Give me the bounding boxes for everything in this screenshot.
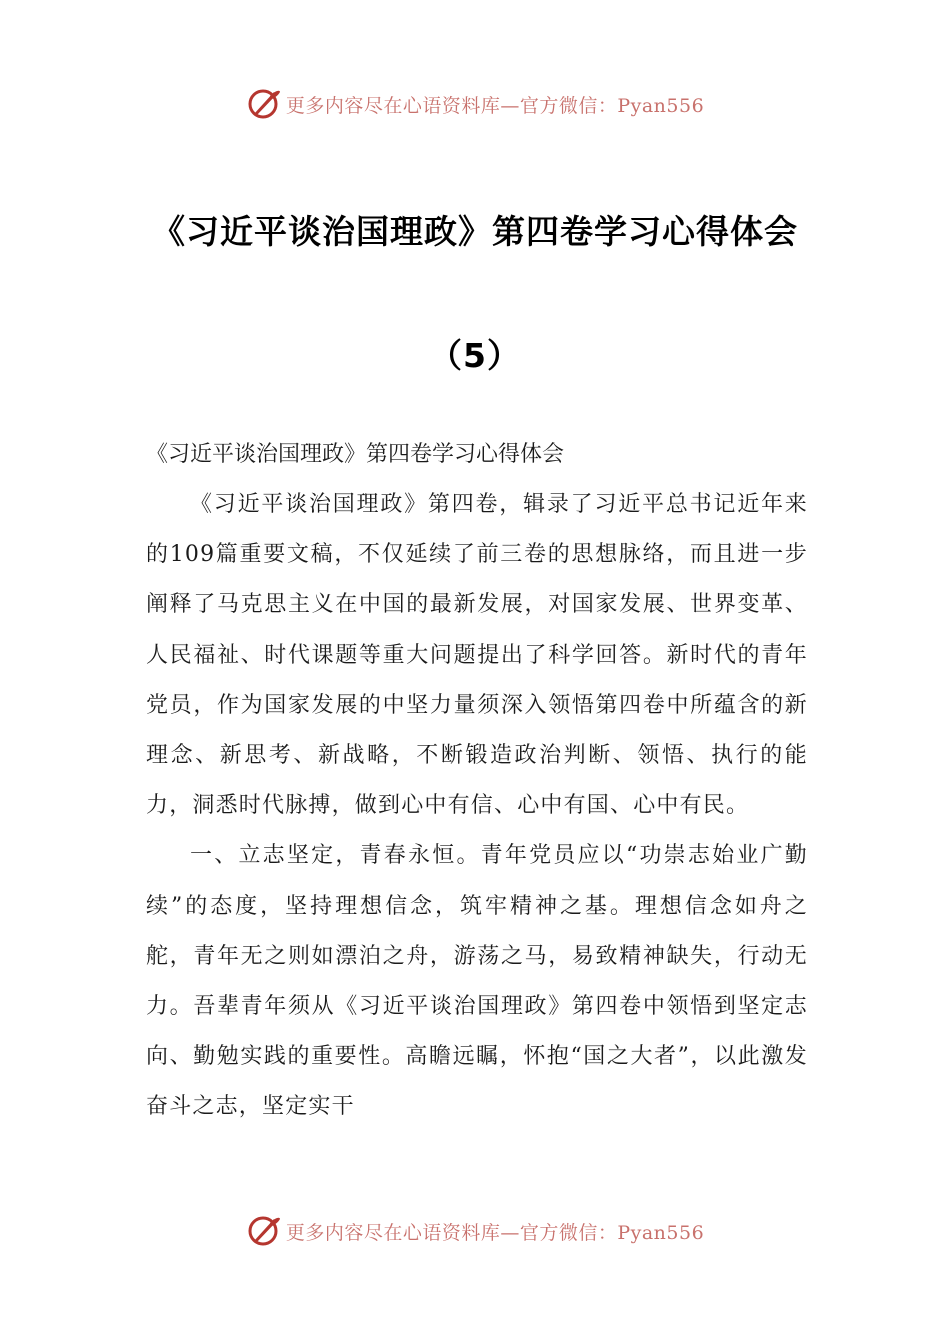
document-title: 《习近平谈治国理政》第四卷学习心得体会（5）	[152, 212, 798, 375]
header-banner	[0, 84, 950, 124]
document-body	[146, 430, 808, 1133]
paragraph-section-one: 一、立志坚定，青春永恒。青年党员应以“功崇志始业广勤续”的态度，坚持理想信念，筑牢精神之基。理想信念如舟之舵，青年无之则如漂泊之舟，游荡之马，易致精神缺失，行动无力。吾辈青年须从《习近平谈治国理政》第四卷中领悟到坚定志向、勤勉实践的重要性。高瞻远瞩，怀抱“国之大者”，以此激发奋斗之志，坚定实干	[146, 843, 808, 1120]
footer-banner-text: 更多内容尽在心语资料库—官方微信：Pyan556	[285, 1221, 705, 1244]
footer-banner	[0, 1211, 950, 1251]
header-banner-text: 更多内容尽在心语资料库—官方微信：Pyan556	[285, 94, 705, 117]
quill-logo-icon	[246, 1213, 282, 1249]
paragraph-intro: 《习近平谈治国理政》第四卷，辑录了习近平总书记近年来的109篇重要文稿，不仅延续了前三卷的思想脉络，而且进一步阐释了马克思主义在中国的最新发展，对国家发展、世界变革、人民福祉、时代课题等重大问题提出了科学回答。新时代的青年党员，作为国家发展的中坚力量须深入领悟第四卷中所蕴含的新理念、新思考、新战略，不断锻造政治判断、领悟、执行的能力，洞悉时代脉搏，做到心中有信、心中有国、心中有民。	[146, 492, 808, 819]
quill-logo-icon	[246, 86, 282, 122]
document-subtitle: 《习近平谈治国理政》第四卷学习心得体会	[146, 442, 565, 467]
